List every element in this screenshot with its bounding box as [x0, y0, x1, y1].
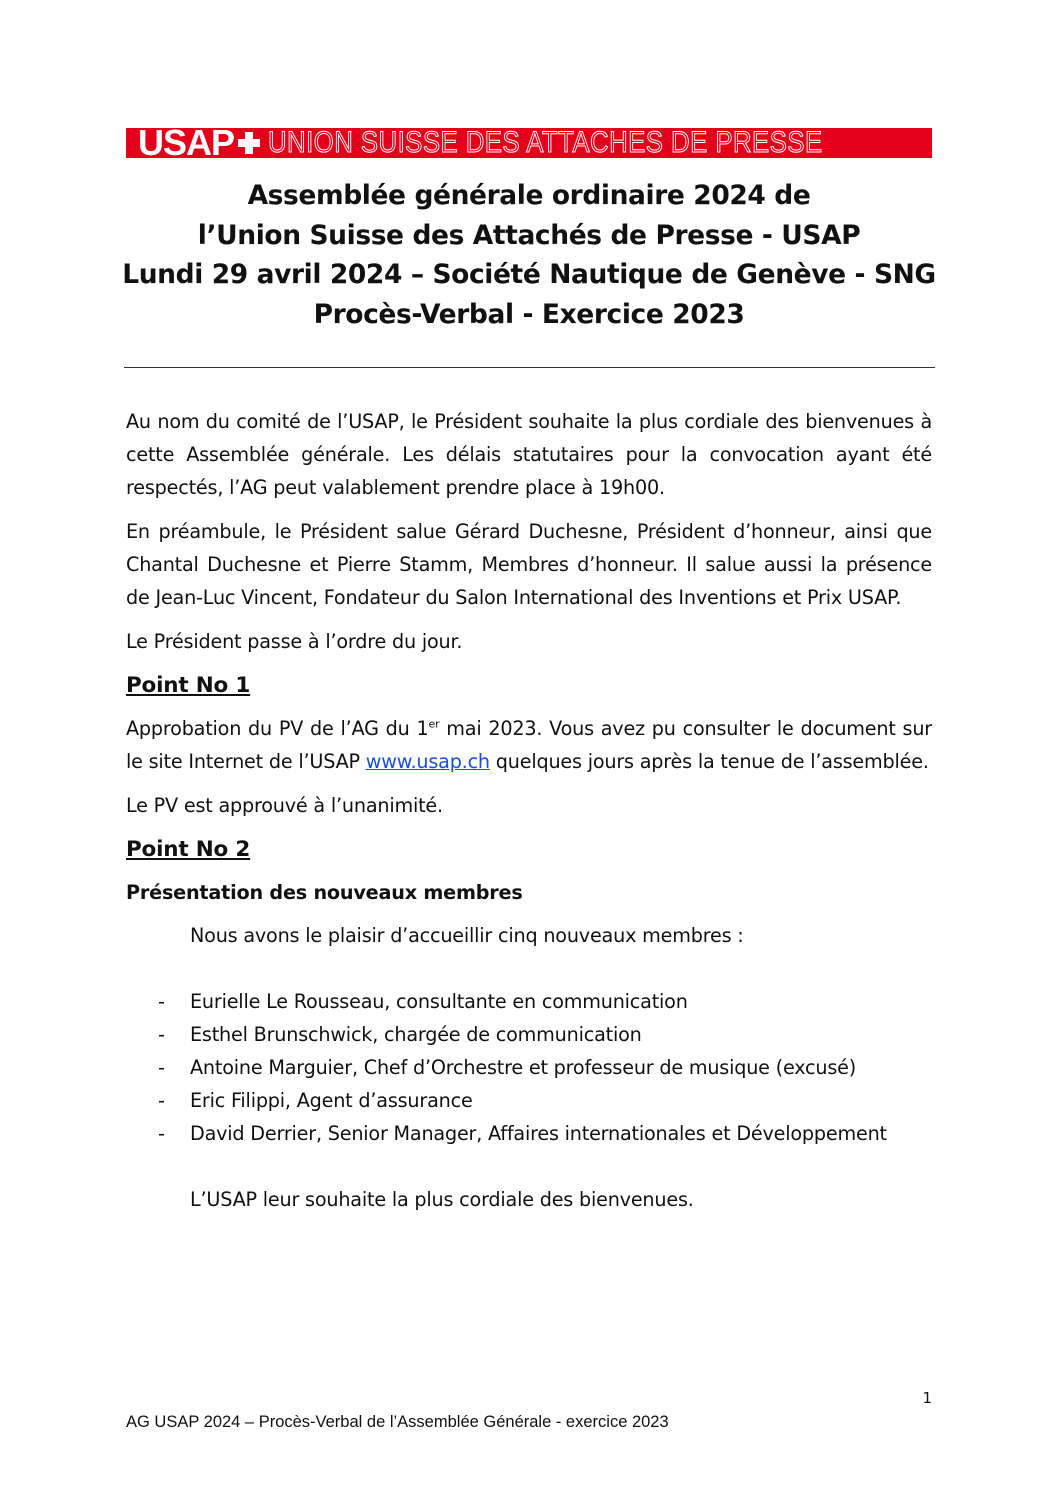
logo-mark: USAP — [126, 128, 262, 158]
document-title — [100, 176, 958, 334]
title-line-2: l’Union Suisse des Attachés de Presse - USAP — [197, 219, 861, 251]
list-item: - Esthel Brunschwick, chargée de communication — [126, 1018, 932, 1051]
swiss-cross-icon — [236, 130, 262, 156]
point-2-subheading: Présentation des nouveaux membres — [126, 881, 523, 904]
usap-logo — [126, 128, 932, 158]
list-item: - David Derrier, Senior Manager, Affaires internationales et Développement — [126, 1117, 932, 1150]
new-members-intro: Nous avons le plaisir d’accueillir cinq nouveaux membres : — [190, 924, 744, 947]
document-body — [126, 405, 932, 1249]
title-divider — [124, 367, 935, 368]
point-1-paragraph: Approbation du PV de l’AG du 1er mai 2023. Vous avez pu consulter le document sur le site Internet de l’USAP www.usap.ch quelques jours après la tenue de l’assemblée. — [126, 717, 932, 773]
point-1-approval: Le PV est approuvé à l’unanimité. — [126, 794, 443, 817]
intro-paragraph-2: En préambule, le Président salue Gérard Duchesne, Président d’honneur, ainsi que Chantal Duchesne et Pierre Stamm, Membres d’honneur. Il salue aussi la présence de Jean-Luc Vincent, Fondateur du Salon International des Inventions et Prix USAP. — [126, 520, 932, 609]
intro-paragraph-1: Au nom du comité de l’USAP, le Président souhaite la plus cordiale des bienvenues à cette Assemblée générale. Les délais statutaires pour la convocation ayant été respectés, l’AG peut valablement prendre place à 19h00. — [126, 410, 932, 499]
title-line-1: Assemblée générale ordinaire 2024 de — [247, 180, 811, 211]
new-members-list — [126, 985, 932, 1150]
title-line-4: Procès-Verbal - Exercice 2023 — [313, 298, 745, 330]
page-number: 1 — [922, 1389, 932, 1407]
list-item: - Antoine Marguier, Chef d’Orchestre et professeur de musique (excusé) — [126, 1051, 932, 1084]
intro-paragraph-3: Le Président passe à l’ordre du jour. — [126, 630, 463, 653]
welcome-closing: L’USAP leur souhaite la plus cordiale des bienvenues. — [190, 1188, 694, 1211]
logo-text: UNION SUISSE DES ATTACHES DE PRESSE — [268, 128, 823, 158]
page-footer: AG USAP 2024 – Procès-Verbal de l’Assemblée Générale - exercice 2023 — [126, 1413, 669, 1431]
title-line-3: Lundi 29 avril 2024 – Société Nautique de Genève - SNG — [122, 259, 936, 290]
list-item: - Eric Filippi, Agent d’assurance — [126, 1084, 932, 1117]
point-1-heading: Point No 1 — [126, 673, 251, 698]
point-2-heading: Point No 2 — [126, 837, 251, 862]
usap-website-link[interactable]: www.usap.ch — [365, 750, 490, 773]
list-item: - Eurielle Le Rousseau, consultante en communication — [126, 985, 932, 1018]
